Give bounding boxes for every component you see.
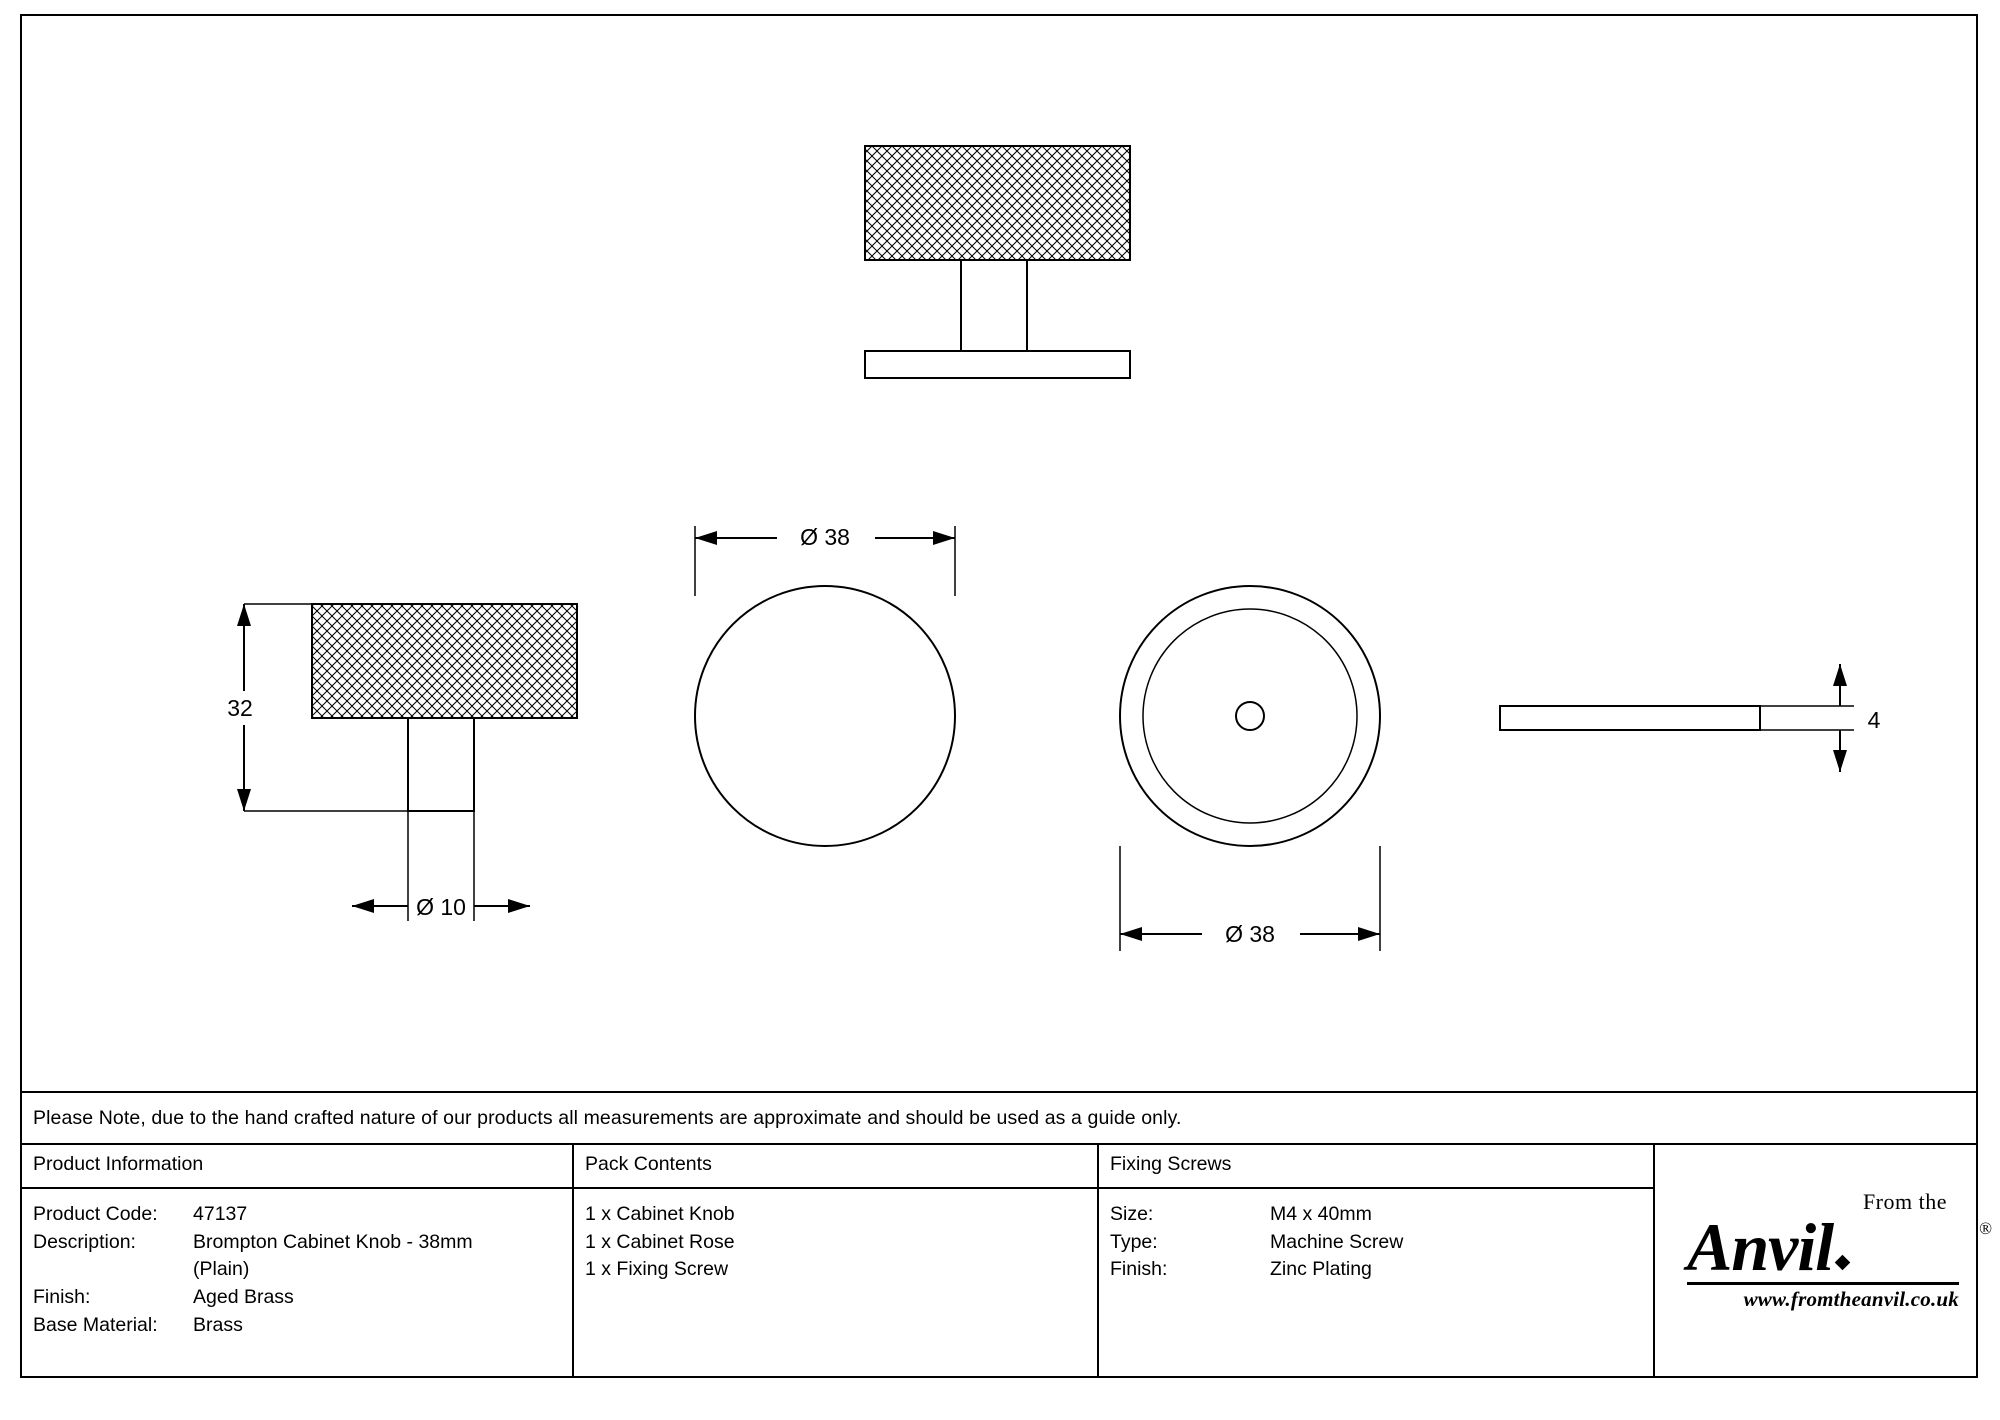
screw-size-label: Size: <box>1110 1203 1154 1225</box>
base-material-row <box>33 1312 572 1340</box>
finish-label: Finish: <box>33 1286 91 1309</box>
screw-finish-row <box>1110 1256 1653 1284</box>
brand-logo <box>1655 1145 1991 1376</box>
product-information-column <box>22 1145 574 1376</box>
dimension-label-rose-diameter: Ø 38 <box>1225 921 1275 947</box>
dimension-stem-diameter <box>352 811 530 921</box>
product-information-body <box>22 1189 572 1339</box>
screw-type-value: Machine Screw <box>1270 1230 1404 1253</box>
dimension-knob-diameter <box>695 519 955 596</box>
screw-size-value: M4 x 40mm <box>1270 1203 1372 1225</box>
registered-trademark-icon: ® <box>1979 1219 1991 1238</box>
product-code-row <box>33 1201 572 1229</box>
brand-logo-column <box>1655 1145 1991 1376</box>
fixing-screws-body <box>1099 1189 1653 1284</box>
information-table <box>22 1143 1991 1376</box>
view-knob-side-elevation <box>312 604 577 811</box>
dimension-label-rose-thickness: 4 <box>1867 707 1881 733</box>
screw-finish-label: Finish: <box>1110 1258 1168 1281</box>
product-information-heading: Product Information <box>22 1145 572 1189</box>
description-label: Description: <box>33 1230 136 1253</box>
view-knob-front-elevation <box>865 146 1130 378</box>
base-material-value: Brass <box>193 1313 243 1336</box>
measurement-note-text: Please Note, due to the hand crafted nature of our products all measurements are approximate and should be used as a guide only. <box>33 1106 1182 1129</box>
drawing-sheet <box>20 14 1991 1378</box>
dimension-rose-thickness <box>1760 664 1881 772</box>
view-rose-plan <box>1120 586 1380 846</box>
description-row <box>33 1229 572 1257</box>
view-rose-edge <box>1500 706 1760 730</box>
pack-contents-column <box>574 1145 1099 1376</box>
dimension-label-height: 32 <box>227 695 253 721</box>
description-row-continued: (Plain) <box>193 1258 250 1281</box>
base-material-label: Base Material: <box>33 1313 158 1336</box>
description-value: Brompton Cabinet Knob - 38mm <box>193 1230 473 1253</box>
pack-contents-item: 1 x Cabinet Knob <box>585 1203 735 1225</box>
logo-wordmark <box>1687 1209 1991 1285</box>
view-knob-plan <box>695 586 955 846</box>
fixing-screws-column <box>1099 1145 1655 1376</box>
dimension-rose-diameter <box>1120 846 1380 951</box>
logo-website-url: www.fromtheanvil.co.uk <box>1743 1286 1959 1311</box>
pack-contents-heading: Pack Contents <box>574 1145 1097 1189</box>
finish-value: Aged Brass <box>193 1286 294 1309</box>
logo-name-text: Anvil <box>1687 1209 1834 1285</box>
screw-size-row <box>1110 1201 1653 1229</box>
finish-row <box>33 1284 572 1312</box>
pack-contents-item: 1 x Cabinet Rose <box>585 1230 735 1253</box>
diamond-icon <box>1835 1255 1851 1271</box>
screw-type-row <box>1110 1229 1653 1257</box>
measurement-note-row <box>22 1091 1976 1143</box>
screw-type-label: Type: <box>1110 1230 1158 1253</box>
screw-finish-value: Zinc Plating <box>1270 1258 1372 1281</box>
drawing-svg <box>22 16 1976 1089</box>
technical-drawing-area <box>22 16 1976 1091</box>
dimension-label-stem: Ø 10 <box>416 894 466 920</box>
logo-top-line: From the <box>1862 1189 1947 1214</box>
pack-contents-item: 1 x Fixing Screw <box>585 1258 729 1281</box>
dimension-label-knob-diameter: Ø 38 <box>800 524 850 550</box>
fixing-screws-heading: Fixing Screws <box>1099 1145 1653 1189</box>
product-code-label: Product Code: <box>33 1203 158 1225</box>
pack-contents-body <box>574 1189 1097 1284</box>
product-code-value: 47137 <box>193 1203 248 1225</box>
